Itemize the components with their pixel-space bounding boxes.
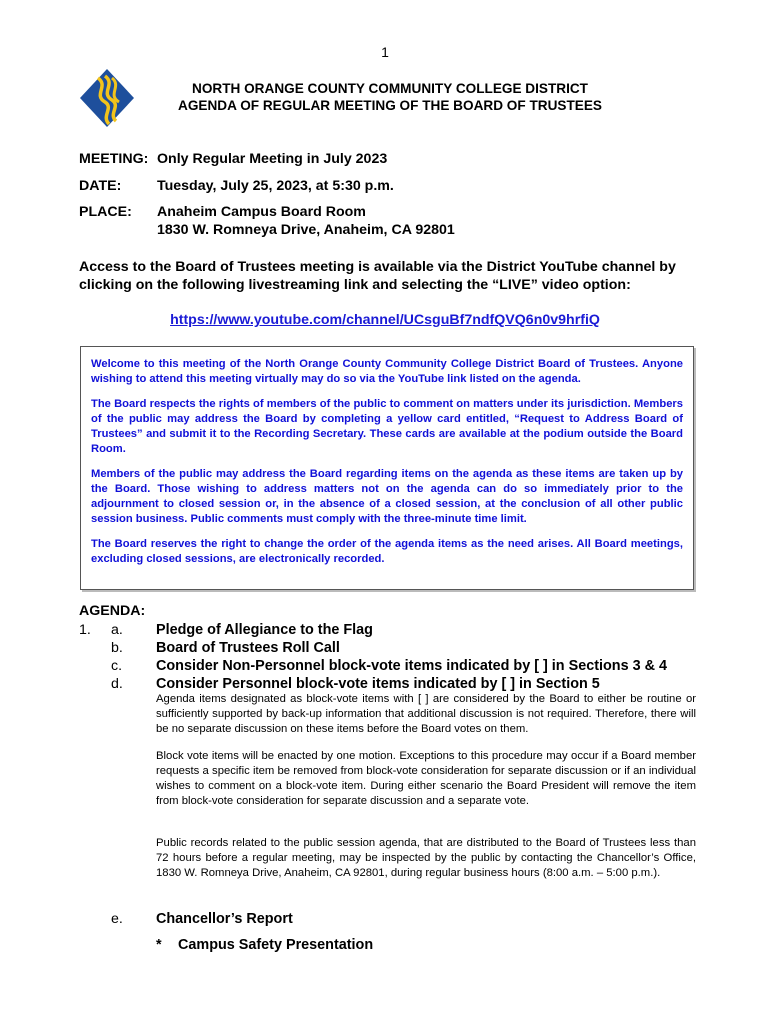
notice-paragraph-rights: The Board respects the rights of members of the public to comment on matters under its jurisdiction. Members of the public may address the Board by completing a yellow card entitled, “Request to Address Board of Trustees” and submit it to the Recording Secretary. These cards are available at the podium outside the Board Room. — [91, 398, 683, 455]
meeting-row — [79, 150, 388, 168]
notice-paragraph-welcome: Welcome to this meeting of the North Orange County Community College District Board of Trustees. Anyone wishing to attend this meeting virtually may do so via the YouTube link listed on the agenda. — [91, 358, 683, 385]
item-a-title: Pledge of Allegiance to the Flag — [156, 622, 373, 638]
sub-item-title: Campus Safety Presentation — [178, 937, 374, 953]
item-e-letter: e. — [111, 911, 123, 927]
place-row-2 — [79, 221, 455, 239]
item-d-title: Consider Personnel block-vote items indicated by [ ] in Section 5 — [156, 676, 600, 692]
item-c-title: Consider Non-Personnel block-vote items indicated by [ ] in Sections 3 & 4 — [156, 658, 667, 674]
access-instructions: Access to the Board of Trustees meeting is available via the District YouTube channel by clicking on the following livestreaming link and selecting the “LIVE” video option: — [79, 259, 676, 293]
section-number: 1. — [79, 622, 91, 638]
public-notice-box — [80, 346, 694, 590]
item-b-letter: b. — [111, 640, 123, 656]
item-d-letter: d. — [111, 676, 123, 692]
document-header — [140, 80, 640, 114]
sub-item-bullet: * — [156, 937, 162, 953]
item-a-letter: a. — [111, 622, 123, 638]
youtube-livestream-link[interactable]: https://www.youtube.com/channel/UCsguBf7ndfQVQ6n0v9hrfiQ — [170, 312, 600, 328]
item-e-title: Chancellor’s Report — [156, 911, 293, 927]
place-value-line1: Anaheim Campus Board Room — [157, 204, 366, 220]
header-district-name: NORTH ORANGE COUNTY COMMUNITY COLLEGE DISTRICT — [192, 81, 588, 96]
place-value-line2: 1830 W. Romneya Drive, Anaheim, CA 92801 — [157, 222, 455, 238]
item-b-title: Board of Trustees Roll Call — [156, 640, 340, 656]
place-row — [79, 203, 366, 221]
public-records-paragraph: Public records related to the public session agenda, that are distributed to the Board of Trustees less than 72 hours before a regular meeting, may be inspected by the public by contacting the Chancellor’s Office, 1830 W. Romneya Drive, Anaheim, CA 92801, during regular business hours (8:00 a.m. – 5:00 p.m.). — [156, 837, 696, 879]
notice-paragraph-order: The Board reserves the right to change the order of the agenda items as the need arises. All Board meetings, excluding closed sessions, are electronically recorded. — [91, 538, 683, 565]
block-vote-paragraph-2: Block vote items will be enacted by one motion. Exceptions to this procedure may occur if a Board member requests a specific item be removed from block-vote consideration for separate discussion or if an individual wishes to comment on a block-vote item. During either scenario the Board President will remove the item from block-vote consideration for separate discussion and a separate vote. — [156, 750, 696, 807]
agenda-label: AGENDA: — [79, 603, 146, 619]
block-vote-paragraph-1: Agenda items designated as block-vote items with [ ] are considered by the Board to either be routine or sufficiently supported by back-up information that additional discussion is not required. Therefore, there will be no separate discussion on these items before the Board votes on them. — [156, 693, 696, 735]
date-label: DATE: — [79, 178, 122, 194]
date-value: Tuesday, July 25, 2023, at 5:30 p.m. — [157, 178, 394, 194]
meeting-value: Only Regular Meeting in July 2023 — [157, 151, 388, 167]
place-label: PLACE: — [79, 204, 132, 220]
district-logo-icon — [79, 68, 135, 128]
meeting-label: MEETING: — [79, 151, 149, 167]
item-c-letter: c. — [111, 658, 123, 674]
date-row — [79, 177, 394, 195]
page-number: 1 — [381, 44, 389, 60]
header-agenda-title: AGENDA OF REGULAR MEETING OF THE BOARD OF TRUSTEES — [178, 98, 602, 113]
notice-paragraph-comments: Members of the public may address the Board regarding items on the agenda as these items are taken up by the Board. Those wishing to address matters not on the agenda can do so immediately prior to the adjournment to closed session or, in the absence of a closed session, at the conclusion of all other public session business. Public comments must comply with the three-minute time limit. — [91, 468, 683, 525]
